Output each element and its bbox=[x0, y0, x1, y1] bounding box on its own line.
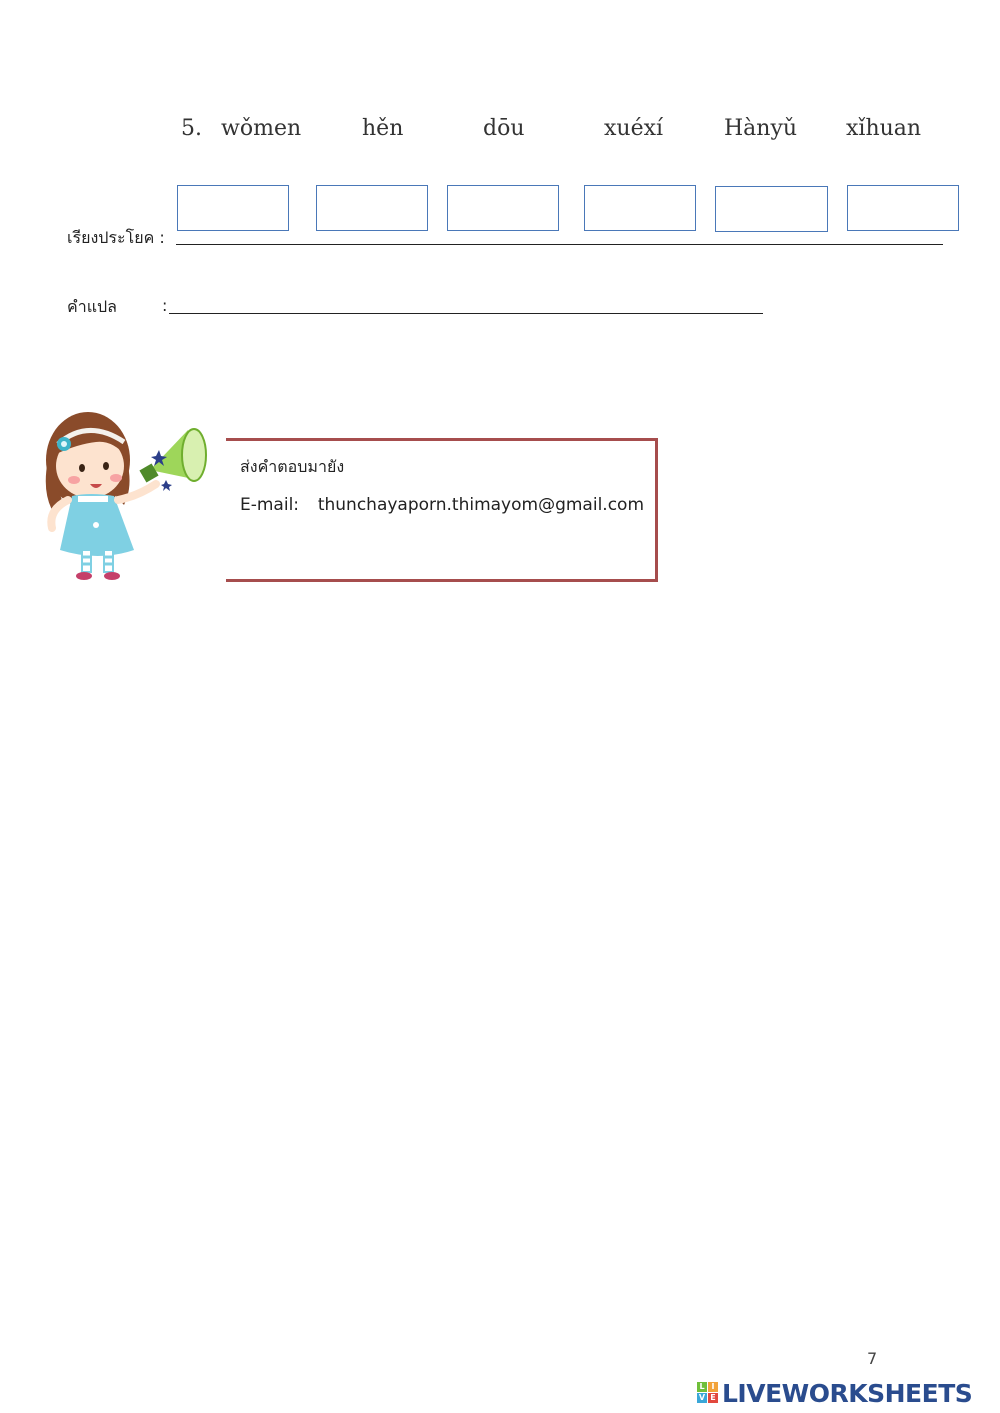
sentence-answer-line[interactable] bbox=[176, 244, 943, 245]
translation-label: คำแปล bbox=[67, 297, 117, 316]
sentence-label: เรียงประโยค : bbox=[67, 228, 165, 247]
page-number: 7 bbox=[867, 1349, 878, 1368]
answer-box-5[interactable] bbox=[715, 186, 828, 232]
email-label: E-mail: bbox=[240, 495, 300, 515]
pinyin-word: xǐhuan bbox=[846, 116, 922, 141]
answer-box-1[interactable] bbox=[177, 185, 289, 231]
girl-with-megaphone-icon bbox=[38, 400, 218, 585]
email-address[interactable]: thunchayaporn.thimayom@gmail.com bbox=[317, 495, 644, 515]
answer-box-2[interactable] bbox=[316, 185, 428, 231]
pinyin-word: wǒmen bbox=[221, 116, 302, 141]
pinyin-word: Hànyǔ bbox=[724, 116, 798, 141]
answer-box-6[interactable] bbox=[847, 185, 959, 231]
logo-letter: I bbox=[708, 1382, 718, 1392]
pinyin-word: dōu bbox=[483, 116, 525, 141]
translation-colon: : bbox=[162, 296, 168, 315]
exercise-number: 5. bbox=[181, 116, 202, 141]
logo-letter: E bbox=[708, 1393, 718, 1403]
pinyin-word-row bbox=[0, 116, 1000, 152]
answer-box-4[interactable] bbox=[584, 185, 696, 231]
liveworksheets-icon bbox=[697, 1382, 719, 1404]
answer-box-3[interactable] bbox=[447, 185, 559, 231]
send-answer-title: ส่งคำตอบมายัง bbox=[240, 457, 345, 476]
pinyin-word: xuéxí bbox=[604, 116, 664, 141]
logo-letter: V bbox=[698, 1393, 706, 1402]
send-email-line bbox=[240, 495, 644, 515]
send-answer-box bbox=[226, 438, 658, 582]
liveworksheets-logo[interactable] bbox=[697, 1378, 972, 1408]
logo-letter: L bbox=[697, 1382, 707, 1392]
brand-text: LIVEWORKSHEETS bbox=[722, 1378, 973, 1408]
translation-answer-line[interactable] bbox=[169, 313, 763, 314]
pinyin-word: hěn bbox=[362, 116, 404, 141]
